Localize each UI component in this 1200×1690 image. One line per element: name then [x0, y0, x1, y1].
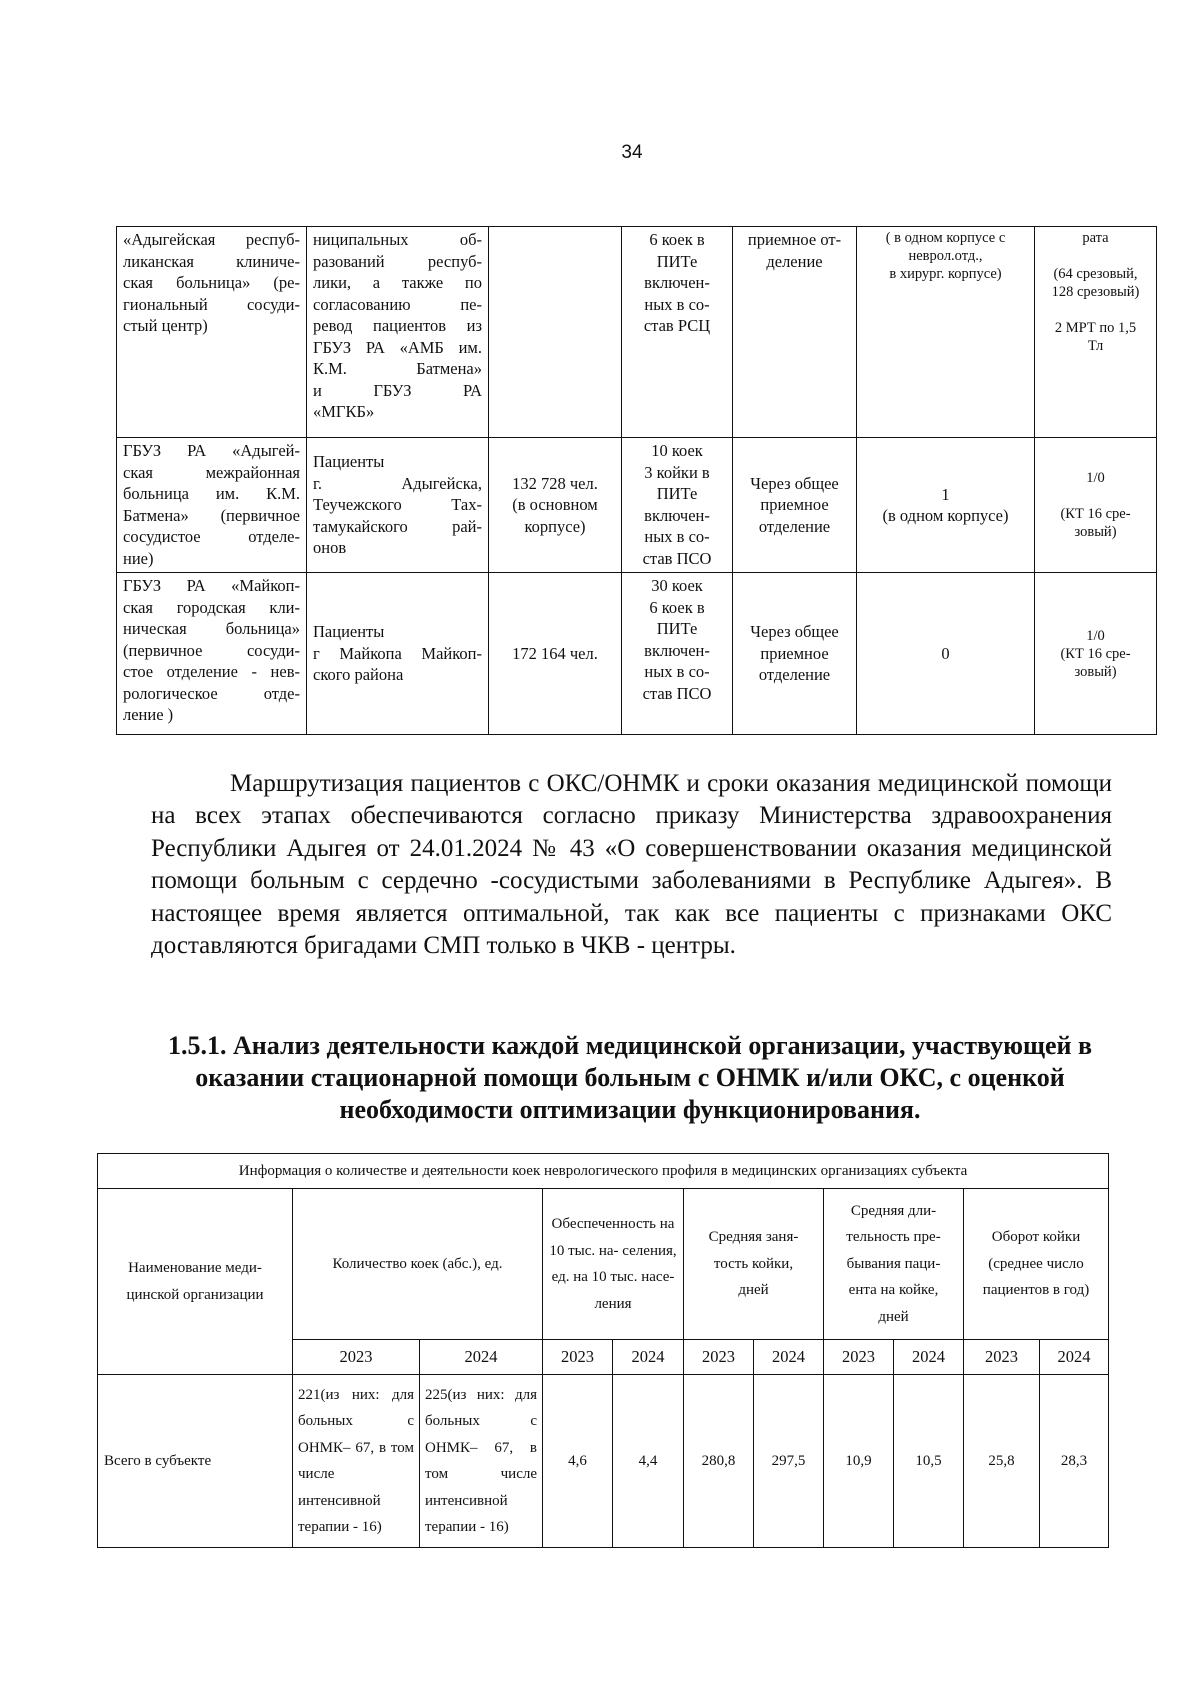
header-occupancy: Средняя заня- тость койки, дней [684, 1189, 824, 1340]
cell-line: 30 коек [651, 576, 703, 595]
cell-line: стое отделение - нев- [123, 662, 300, 681]
cell-units [857, 438, 1035, 573]
cell-line: (КТ 16 сре- [1060, 506, 1131, 522]
cell-line: онов [313, 538, 347, 558]
neurology-beds-table [97, 1153, 1109, 1548]
table-row [117, 227, 1157, 438]
year-2024: 2024 [754, 1340, 824, 1375]
cell-line: 0 [941, 643, 950, 663]
cell-line: приемное [760, 643, 829, 663]
cell-line: ных в со- [644, 662, 710, 681]
cell-admission [733, 573, 857, 735]
cell-line: К.М. Батмена» [313, 359, 482, 378]
cell-line: тамукайского рай- [313, 516, 482, 536]
cell-line: 1/0 [1086, 627, 1105, 644]
cell-line: ПИТе [656, 251, 698, 271]
cell-line: ревод пациентов из [313, 316, 482, 335]
header-beds: Количество коек (абс.), ед. [293, 1189, 543, 1340]
routing-paragraph: Маршрутизация пациентов с ОКС/ОНМК и сроки оказания медицинской помощи на всех этапах обеспечиваются согласно приказу Министерства здравоохранения Республики Адыгея от 24.01.2024 № 43 «О совершенствовании оказания медицинской помощи больным с сердечно -сосудистыми заболеваниями в Республике Адыгея». В настоящее время является оптимальной, так как все пациенты с признаками ОКС доставляются бригадами СМП только в ЧКВ - центры. [151, 770, 1112, 960]
cell-line: согласованию пе- [313, 294, 482, 314]
cell-line: рата [1082, 230, 1109, 246]
cell-line: сосудистое отделе- [123, 527, 300, 546]
cell-beds [622, 573, 733, 735]
cell-line: г. Адыгейска, [313, 473, 482, 493]
cell-line [1041, 301, 1150, 319]
year-2023: 2023 [824, 1340, 894, 1375]
cell-line: гиональный сосуди- [123, 294, 300, 314]
turnover-2023: 25,8 [964, 1375, 1040, 1548]
cell-admission [733, 438, 857, 573]
beds-2023: 221(из них: для больных с ОНМК– 67, в том числе интенсивной терапии - 16) [293, 1375, 420, 1548]
cell-line: (в основном [512, 495, 598, 515]
occupancy-2023: 280,8 [684, 1375, 754, 1548]
cell-line: ление ) [123, 705, 174, 724]
cell-line: став РСЦ [643, 316, 711, 335]
cell-line: включен- [644, 505, 710, 525]
duration-2024: 10,5 [894, 1375, 964, 1548]
cell-line [1041, 487, 1150, 505]
cell-admission [733, 227, 857, 438]
table-row [98, 1375, 1109, 1548]
cell-line: и ГБУЗ РА [313, 380, 482, 400]
section-heading: 1.5.1. Анализ деятельности каждой медицинской организации, участвующей в оказании стационарной помощи больным с ОНМК и/или ОКС, с оценкой необходимости оптимизации функционирования. [167, 1031, 1092, 1124]
cell-line: 1/0 [1086, 470, 1105, 486]
cell-line: 172 164 чел. [512, 643, 598, 663]
provision-2024: 4,4 [613, 1375, 684, 1548]
cell-patients [307, 227, 489, 438]
cell-line: ние) [123, 548, 154, 568]
cell-line: 6 коек в [649, 597, 705, 617]
cell-line: неврол.отд., [908, 248, 983, 264]
cell-line: лики, а также по [313, 273, 482, 292]
year-2024: 2024 [613, 1340, 684, 1375]
cell-line: Пациенты [313, 452, 385, 472]
cell-equipment [1035, 438, 1157, 573]
cell-line: «Адыгейская респуб- [123, 230, 300, 249]
cell-line: ниципальных об- [313, 230, 482, 249]
cell-line: г Майкопа Майкоп- [313, 643, 482, 663]
year-2024: 2024 [1040, 1340, 1109, 1375]
year-2024: 2024 [420, 1340, 543, 1375]
cell-line: 132 728 чел. [512, 473, 598, 493]
year-2023: 2023 [964, 1340, 1040, 1375]
page-number: 34 [621, 142, 643, 163]
cell-line: Через общее [750, 622, 839, 642]
occupancy-2024: 297,5 [754, 1375, 824, 1548]
cell-line: ных в со- [644, 527, 710, 546]
cell-line: 1 [941, 484, 950, 504]
cell-line: Тл [1087, 338, 1104, 354]
cell-line: ПИТе [656, 619, 698, 638]
cell-population [489, 227, 622, 438]
cell-beds [622, 227, 733, 438]
cell-line: ликанская клиниче- [123, 251, 300, 271]
cell-line: в хирург. корпусе) [889, 266, 1002, 282]
cell-line: ГБУЗ РА «Майкоп- [123, 576, 300, 595]
year-2024: 2024 [894, 1340, 964, 1375]
cell-units [857, 573, 1035, 735]
cell-line: зовый) [1074, 524, 1117, 540]
cell-population [489, 438, 622, 573]
cell-organization [117, 438, 307, 573]
cell-equipment [1035, 227, 1157, 438]
cell-line: Пациенты [313, 622, 385, 642]
cell-line [1041, 247, 1150, 265]
cell-line: ных в со- [644, 294, 710, 314]
cell-beds [622, 438, 733, 573]
turnover-2024: 28,3 [1040, 1375, 1109, 1548]
cell-line: ская больница» (ре- [123, 273, 300, 292]
cell-line: отделение [758, 516, 831, 536]
cell-line: стый центр) [123, 316, 208, 335]
org-name: Всего в субъекте [98, 1375, 293, 1548]
cell-line: отделение [758, 665, 831, 685]
cell-line: (в одном корпусе) [882, 506, 1009, 525]
cell-line: Батмена» (первичное [123, 505, 300, 525]
cell-patients [307, 573, 489, 735]
cell-line: приемное от- [747, 230, 842, 249]
cell-line: (64 срезовый, [1053, 266, 1138, 282]
year-2023: 2023 [684, 1340, 754, 1375]
header-turnover: Оборот койки (среднее число пациентов в год) [964, 1189, 1109, 1340]
header-org: Наименование меди- цинской организации [98, 1189, 293, 1375]
routing-table [116, 226, 1157, 735]
cell-line: ского района [313, 665, 404, 685]
cell-line: приемное [760, 495, 829, 515]
cell-line: ская межрайонная [123, 462, 300, 482]
cell-line: 3 койки в [644, 462, 710, 482]
cell-line: корпусе) [524, 516, 586, 536]
header-duration: Средняя дли- тельность пре- бывания паци- ента на койке, дней [824, 1189, 964, 1340]
cell-line: Через общее [750, 473, 839, 493]
year-2023: 2023 [293, 1340, 420, 1375]
beds-2024: 225(из них: для больных с ОНМК– 67, в том числе интенсивной терапии - 16) [420, 1375, 543, 1548]
cell-population [489, 573, 622, 735]
cell-equipment [1035, 573, 1157, 735]
header-provision: Обеспеченность на 10 тыс. на- селения, ед. на 10 тыс. насе- ления [543, 1189, 684, 1340]
cell-line: деление [766, 251, 823, 271]
cell-line: «МГКБ» [313, 402, 375, 421]
provision-2023: 4,6 [543, 1375, 613, 1548]
cell-line: ническая больница» [123, 619, 300, 638]
cell-line: включен- [644, 640, 710, 660]
cell-line: больница им. К.М. [123, 484, 300, 503]
cell-line: став ПСО [642, 683, 712, 703]
cell-line: ( в одном корпусе с [885, 230, 1006, 246]
year-2023: 2023 [543, 1340, 613, 1375]
cell-line: (первичное сосуди- [123, 640, 300, 660]
cell-line: ская городская кли- [123, 597, 300, 617]
cell-line: разований респуб- [313, 251, 482, 271]
cell-line: 6 коек в [649, 230, 705, 249]
table-row [117, 438, 1157, 573]
cell-organization [117, 227, 307, 438]
table-row [117, 573, 1157, 735]
cell-line: 2 МРТ по 1,5 [1054, 320, 1137, 336]
cell-line: став ПСО [642, 548, 712, 568]
table-title: Информация о количестве и деятельности коек неврологического профиля в медицинских организациях субъекта [98, 1154, 1109, 1189]
duration-2023: 10,9 [824, 1375, 894, 1548]
cell-line: (КТ 16 сре- [1060, 645, 1131, 662]
cell-patients [307, 438, 489, 573]
cell-organization [117, 573, 307, 735]
cell-units [857, 227, 1035, 438]
cell-line: ПИТе [656, 484, 698, 503]
cell-line: 128 срезовый) [1051, 284, 1140, 300]
cell-line: 10 коек [651, 441, 703, 460]
cell-line: Теучежского Тах- [313, 495, 482, 515]
cell-line: ГБУЗ РА «Адыгей- [123, 441, 300, 460]
cell-line: включен- [644, 273, 710, 292]
cell-line: ГБУЗ РА «АМБ им. [313, 337, 482, 357]
cell-line: рологическое отде- [123, 683, 300, 703]
cell-line: зовый) [1074, 663, 1117, 680]
